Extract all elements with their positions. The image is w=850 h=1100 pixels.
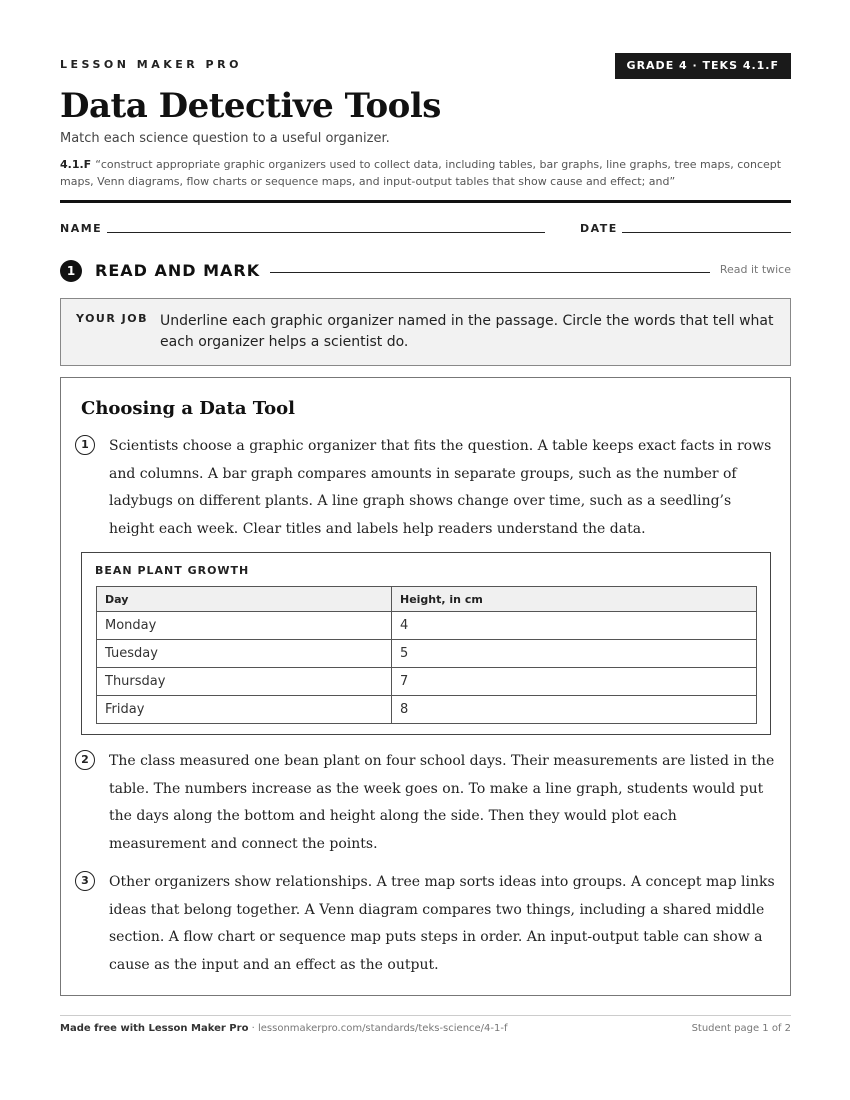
standard-code: 4.1.F: [60, 158, 92, 171]
worksheet-page: [60, 0, 791, 1100]
table-row: [97, 696, 757, 724]
passage-title: Choosing a Data Tool: [81, 398, 295, 419]
footer-divider: [60, 1015, 791, 1016]
table-row: [97, 640, 757, 668]
table-row: [97, 668, 757, 696]
footer-credit: [60, 1023, 508, 1034]
paragraph-number: 3: [75, 871, 95, 891]
paragraph-number: 2: [75, 750, 95, 770]
bean-plant-table: [96, 586, 757, 724]
standard-text: “construct appropriate graphic organizers used to collect data, including tables, bar graphs, line graphs, tree maps, concept maps, Venn diagrams, flow charts or sequence maps, and input-output tables that show cause and effect; and”: [60, 158, 782, 188]
bean-plant-table-box: [81, 552, 771, 735]
standard-statement: [60, 156, 791, 190]
paragraph-number: 1: [75, 435, 95, 455]
table-cell-height: 5: [392, 640, 757, 668]
reading-passage: [60, 377, 791, 996]
table-cell-day: Tuesday: [97, 640, 392, 668]
column-header-height: Height, in cm: [392, 587, 757, 612]
footer-url[interactable]: · lessonmakerpro.com/standards/teks-science/4-1-f: [248, 1023, 508, 1034]
section-note: Read it twice: [719, 263, 791, 276]
section-rule: [270, 272, 710, 273]
your-job-text: Underline each graphic organizer named in the passage. Circle the words that tell what each organizer helps a scientist do.: [160, 313, 774, 350]
footer-page-number: Student page 1 of 2: [691, 1023, 791, 1034]
paragraph-text: Scientists choose a graphic organizer that fits the question. A table keeps exact facts in rows and columns. A bar graph compares amounts in separate groups, such as the number of ladybugs on different plants. A line graph shows change over time, such as a seedling’s height each week. Clear titles and labels help readers understand the data.: [109, 438, 772, 537]
paragraph-text: Other organizers show relationships. A tree map sorts ideas into groups. A concept map links ideas that belong together. A Venn diagram compares two things, including a shared middle section. A flow chart or sequence map puts steps in order. An input-output table can show a cause as the input and an effect as the output.: [109, 874, 775, 973]
name-label: NAME: [60, 222, 103, 235]
page-title: Data Detective Tools: [60, 86, 441, 126]
grade-badge: GRADE 4 · TEKS 4.1.F: [615, 53, 791, 79]
section-header-read-and-mark: [60, 259, 791, 283]
table-row: [97, 612, 757, 640]
name-field[interactable]: [107, 232, 545, 233]
table-cell-day: Friday: [97, 696, 392, 724]
page-subtitle: Match each science question to a useful organizer.: [60, 131, 390, 146]
section-number: 1: [60, 260, 82, 282]
paragraph-text: The class measured one bean plant on four school days. Their measurements are listed in the table. The numbers increase as the week goes on. To make a line graph, students would put the days along the bottom and height along the side. Then they would plot each measurement and connect the points.: [109, 753, 775, 852]
date-field[interactable]: [622, 232, 791, 233]
column-header-day: Day: [97, 587, 392, 612]
your-job-label: YOUR JOB: [76, 312, 148, 325]
table-header-row: [97, 587, 757, 612]
brand-name: LESSON MAKER PRO: [60, 58, 242, 71]
table-cell-day: Thursday: [97, 668, 392, 696]
your-job-box: [60, 298, 791, 366]
date-label: DATE: [580, 222, 618, 235]
table-cell-height: 8: [392, 696, 757, 724]
table-title: BEAN PLANT GROWTH: [95, 564, 250, 577]
footer-made-with: Made free with Lesson Maker Pro: [60, 1023, 249, 1034]
table-cell-day: Monday: [97, 612, 392, 640]
table-cell-height: 4: [392, 612, 757, 640]
header-divider: [60, 200, 791, 203]
section-title: READ AND MARK: [95, 261, 261, 280]
table-cell-height: 7: [392, 668, 757, 696]
